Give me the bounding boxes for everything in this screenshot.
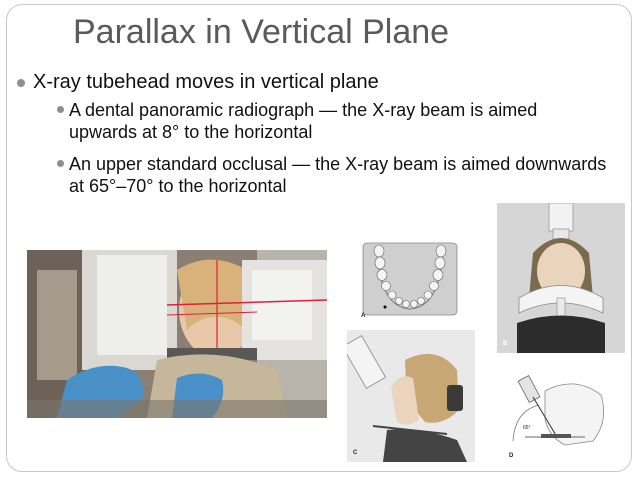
patient-front-image: [497, 203, 625, 353]
sub-bullet-1-text: A dental panoramic radiograph — the X-ray beam is aimed upwards at 8° to the horizontal: [69, 100, 538, 142]
figure-b-label: B: [503, 341, 508, 347]
bullet-dot: [57, 160, 64, 167]
angle-label: 65°: [523, 425, 531, 431]
slide: [6, 4, 632, 472]
figure-d-skull: [505, 371, 611, 463]
sub-bullet-2: [69, 153, 609, 197]
sub-bullet-2-text: An upper standard occlusal — the X-ray beam is aimed downwards at 65°–70° to the horizontal: [69, 154, 607, 196]
figure-c-patient-side: [347, 330, 475, 462]
bullet-main-text: X-ray tubehead moves in vertical plane: [33, 71, 379, 93]
bullet-dot: [57, 106, 64, 113]
arch-diagram: [359, 237, 461, 323]
panoramic-photo: [27, 250, 327, 418]
figure-d-label: D: [509, 453, 514, 459]
skull-diagram: [505, 371, 611, 463]
patient-side-image: [347, 330, 475, 462]
sub-bullet-1: [69, 99, 609, 143]
panoramic-photo-image: [27, 250, 327, 418]
bullet-dot: [17, 79, 25, 87]
bullet-main: [33, 71, 379, 94]
figure-b-patient-front: [497, 203, 625, 353]
figure-a-label: A: [361, 313, 366, 319]
figure-a-arch: [359, 237, 461, 323]
figure-c-label: C: [353, 450, 358, 456]
slide-title: Parallax in Vertical Plane: [73, 13, 450, 51]
